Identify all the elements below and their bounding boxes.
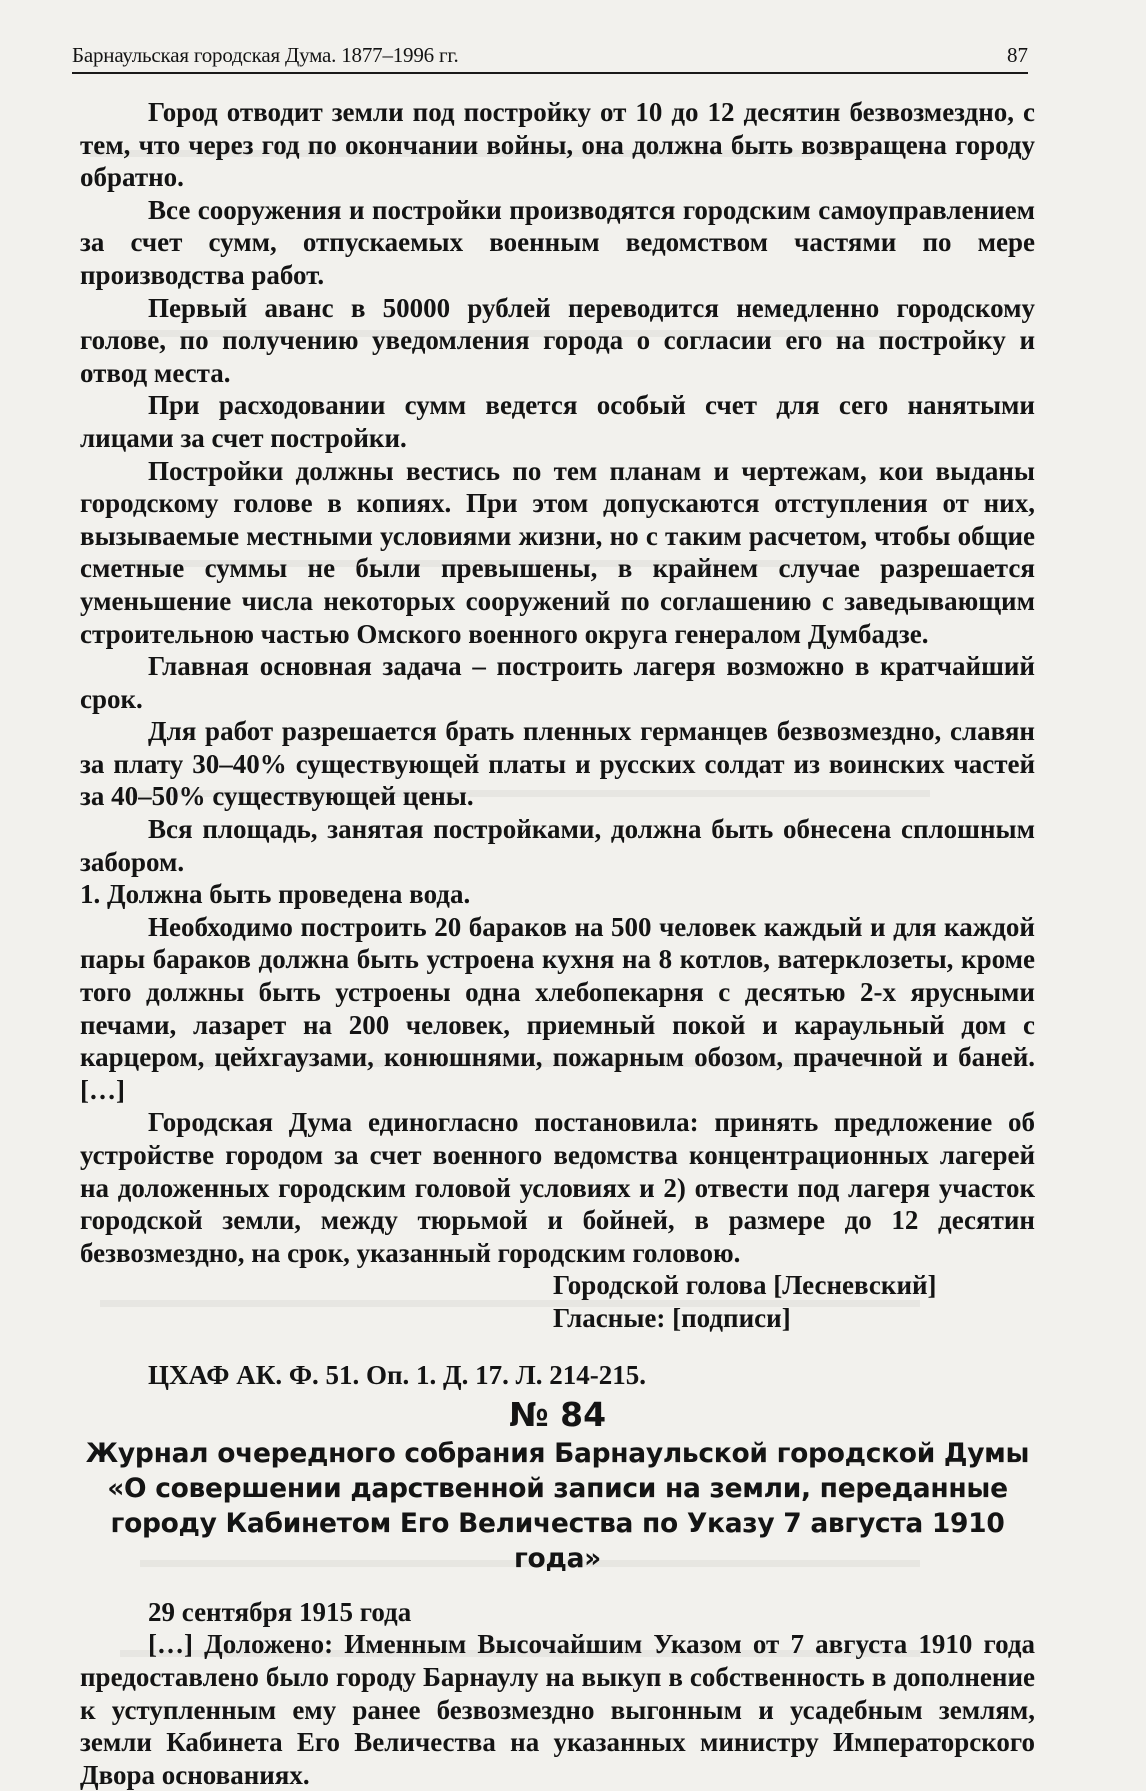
paragraph: Город отводит земли под постройку от 10 до 12 десятин безвозмездно, с тем, что через год по окончании войны, она должна быть возвращена городу обратно. (80, 97, 1035, 193)
archive-reference: ЦХАФ АК. Ф. 51. Оп. 1. Д. 17. Л. 214-215. (148, 1359, 646, 1390)
document-body (80, 96, 1035, 1791)
paragraph: Городская Дума единогласно постановила: принять предложение об устройстве городом за счет военного ведомства концентрационных лагерей на доложенных городским головой условиях и 2) отвести под лагеря участок городской земли, между тюрьмой и бойней, в размере до 12 десятин безвозмездно, на срок, указанный городским головою. (80, 1107, 1035, 1268)
paragraph: Для работ разрешается брать пленных германцев безвозмездно, славян за плату 30–40% существующей платы и русских солдат из воинских частей за 40–50% существующей цены. (80, 716, 1035, 812)
paragraph: Главная основная задача – построить лагеря возможно в кратчайший срок. (80, 651, 1035, 714)
paragraph: Все сооружения и постройки производятся городским самоуправлением за счет сумм, отпускаемых военным ведомством частями по мере производства работ. (80, 194, 1035, 290)
document-date: 29 сентября 1915 года (148, 1596, 412, 1627)
paragraph: Постройки должны вестись по тем планам и чертежам, кои выданы городскому голове в копиях. При этом допускаются отступления от них, вызываемые местными условиями жизни, но с таким расчетом, чтобы общие сметные суммы не были превышены, в крайнем случае разрешается уменьшение числа некоторых сооружений по соглашению с заведывающим строительною частью Омского военного округа генералом Думбадзе. (80, 455, 1035, 649)
running-title: Барнаульская городская Дума. 1877–1996 гг. (72, 43, 459, 67)
running-header (72, 38, 1028, 74)
signature-mayor: Городской голова [Лесневский] (553, 1270, 937, 1301)
paragraph: Вся площадь, занятая постройками, должна быть обнесена сплошным забором. (80, 814, 1035, 877)
document-number: № 84 (508, 1395, 607, 1435)
signature-councillors: Гласные: [подписи] (553, 1302, 791, 1333)
paragraph: Первый аванс в 50000 рублей переводится немедленно городскому голове, по получению уведомления города о согласии его на постройку и отвод места. (80, 292, 1035, 388)
paragraph: При расходовании сумм ведется особый счет для сего нанятыми лицами за счет постройки. (80, 390, 1035, 453)
document-title: Журнал очередного собрания Барнаульской городской Думы «О совершении дарственной записи на земли, переданные городу Кабинетом Его Величества по Указу 7 августа 1910 года» (85, 1437, 1030, 1574)
paragraph: […] Доложено: Именным Высочайшим Указом от 7 августа 1910 года предоставлено было городу Барнаулу на выкуп в собственность в дополнение к уступленным ему ранее безвозмездно выгонным и усадебным землям, земли Кабинета Его Величества на указанных министру Императорского Двора основаниях. (80, 1629, 1035, 1790)
page-number: 87 (1007, 43, 1028, 67)
numbered-item: 1. Должна быть проведена вода. (80, 879, 471, 910)
paragraph: Необходимо построить 20 бараков на 500 человек каждый и для каждой пары бараков должна быть устроена кухня на 8 котлов, ватерклозеты, кроме того должны быть устроены одна хлебопекарня с десятью 2-х ярусными печами, лазарет на 200 человек, приемный покой и караульный дом с карцером, цейхгаузами, конюшнями, пожарным обозом, прачечной и баней. […] (80, 911, 1035, 1105)
